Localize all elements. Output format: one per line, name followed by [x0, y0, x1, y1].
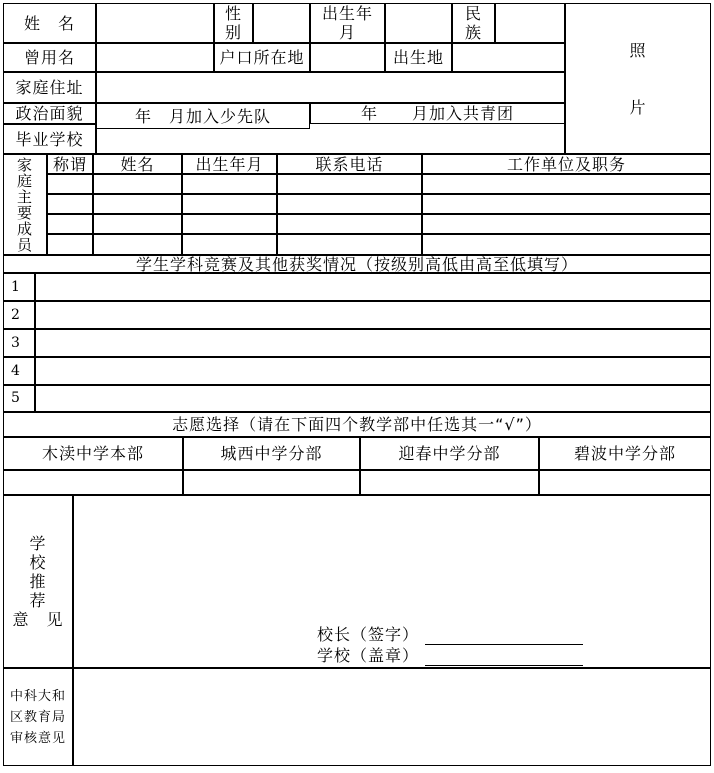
- family-header-workunit: 工作单位及职务: [422, 154, 711, 174]
- awards-section-title: 学生学科竞赛及其他获奖情况（按级别高低由高至低填写）: [3, 255, 711, 273]
- photo-label-line2: 片: [629, 97, 647, 117]
- principal-signature-line[interactable]: [425, 627, 583, 645]
- choice-section-title: 志愿选择（请在下面四个教学部中任选其一“√”）: [3, 412, 711, 437]
- ethnicity-label-line1: 民: [464, 4, 482, 23]
- name-label: 姓 名: [3, 3, 96, 43]
- household-input[interactable]: [310, 43, 385, 72]
- award-row2-input[interactable]: [35, 301, 711, 329]
- gender-input[interactable]: [253, 3, 310, 43]
- family-row4-workunit[interactable]: [422, 234, 711, 255]
- family-header-name: 姓名: [93, 154, 182, 174]
- ethnicity-input[interactable]: [495, 3, 565, 43]
- gender-label: [214, 3, 253, 43]
- recommendation-side-label: [3, 495, 73, 668]
- family-row3-workunit[interactable]: [422, 214, 711, 234]
- family-row1-phone[interactable]: [277, 174, 422, 194]
- family-row4-name[interactable]: [93, 234, 182, 255]
- school-check-chengxi[interactable]: [183, 470, 360, 495]
- family-side-char: 成: [16, 219, 33, 238]
- school-option-bibo: 碧波中学分部: [539, 437, 711, 470]
- gender-label-line1: 性: [224, 4, 242, 23]
- family-header-phone: 联系电话: [277, 154, 422, 174]
- family-row2-phone[interactable]: [277, 194, 422, 214]
- graduation-school-label: 毕业学校: [3, 124, 96, 154]
- household-label: 户口所在地: [214, 43, 310, 72]
- review-side-line: 中科大和: [9, 688, 66, 704]
- family-side-char: 主: [16, 187, 33, 206]
- family-header-relation: 称谓: [47, 154, 93, 174]
- family-row4-birthdate[interactable]: [182, 234, 277, 255]
- home-address-input[interactable]: [96, 72, 565, 103]
- photo-label-line1: 照: [629, 40, 647, 60]
- family-row2-relation[interactable]: [47, 194, 93, 214]
- family-row4-phone[interactable]: [277, 234, 422, 255]
- name-input[interactable]: [96, 3, 214, 43]
- school-seal-label: 学校（盖章）: [317, 646, 420, 665]
- review-side-line: 审核意见: [9, 730, 66, 746]
- ethnicity-label-line2: 族: [464, 23, 482, 42]
- political-status-label: 政治面貌: [3, 103, 96, 124]
- award-row4-number: 4: [3, 357, 35, 385]
- family-side-char: 要: [16, 203, 33, 222]
- school-check-mudu[interactable]: [3, 470, 183, 495]
- school-check-bibo[interactable]: [539, 470, 711, 495]
- ethnicity-label: [452, 3, 495, 43]
- former-name-input[interactable]: [96, 43, 214, 72]
- form-table: [3, 3, 711, 766]
- birthplace-input[interactable]: [452, 43, 565, 72]
- review-side-label: [3, 668, 73, 766]
- review-side-line: 区教育局: [9, 709, 66, 725]
- family-row1-relation[interactable]: [47, 174, 93, 194]
- family-row1-workunit[interactable]: [422, 174, 711, 194]
- family-side-char: 员: [16, 235, 33, 254]
- family-row2-birthdate[interactable]: [182, 194, 277, 214]
- award-row5-number: 5: [3, 385, 35, 412]
- birthdate-input[interactable]: [385, 3, 452, 43]
- award-row1-input[interactable]: [35, 273, 711, 301]
- former-name-label: 曾用名: [3, 43, 96, 72]
- award-row3-number: 3: [3, 329, 35, 357]
- school-option-yingchun: 迎春中学分部: [360, 437, 539, 470]
- award-row5-input[interactable]: [35, 385, 711, 412]
- family-row3-phone[interactable]: [277, 214, 422, 234]
- award-row2-number: 2: [3, 301, 35, 329]
- family-row1-name[interactable]: [93, 174, 182, 194]
- recommendation-side-line: 意 见: [12, 610, 64, 629]
- family-row3-birthdate[interactable]: [182, 214, 277, 234]
- birthdate-label-line1: 出生年: [321, 4, 373, 23]
- family-members-side-label: [3, 154, 47, 255]
- school-check-yingchun[interactable]: [360, 470, 539, 495]
- school-seal-row: [317, 645, 583, 666]
- school-option-mudu: 木渎中学本部: [3, 437, 183, 470]
- family-row2-name[interactable]: [93, 194, 182, 214]
- young-pioneers-field[interactable]: 年 月加入少先队: [96, 103, 310, 129]
- recommendation-side-line: 荐: [29, 591, 47, 610]
- birthdate-label-line2: 月: [338, 23, 356, 42]
- principal-signature-label: 校长（签字）: [317, 625, 420, 644]
- recommendation-side-line: 校: [29, 553, 47, 572]
- recommendation-side-line: 推: [29, 572, 47, 591]
- review-content-area[interactable]: [73, 668, 711, 766]
- recommendation-side-line: 学: [29, 534, 47, 553]
- home-address-label: 家庭住址: [3, 72, 96, 103]
- birthdate-label: [310, 3, 385, 43]
- award-row3-input[interactable]: [35, 329, 711, 357]
- family-side-char: 庭: [16, 171, 33, 190]
- birthplace-label: 出生地: [385, 43, 452, 72]
- family-side-char: 家: [16, 155, 33, 174]
- family-row1-birthdate[interactable]: [182, 174, 277, 194]
- award-row1-number: 1: [3, 273, 35, 301]
- photo-box[interactable]: [565, 3, 711, 154]
- family-row4-relation[interactable]: [47, 234, 93, 255]
- principal-signature-row: [317, 624, 583, 645]
- school-seal-line[interactable]: [425, 648, 583, 666]
- gender-label-line2: 别: [224, 23, 242, 42]
- family-row3-relation[interactable]: [47, 214, 93, 234]
- family-header-birthdate: 出生年月: [182, 154, 277, 174]
- award-row4-input[interactable]: [35, 357, 711, 385]
- family-row2-workunit[interactable]: [422, 194, 711, 214]
- school-option-chengxi: 城西中学分部: [183, 437, 360, 470]
- youth-league-field[interactable]: 年 月加入共青团: [310, 103, 565, 124]
- family-row3-name[interactable]: [93, 214, 182, 234]
